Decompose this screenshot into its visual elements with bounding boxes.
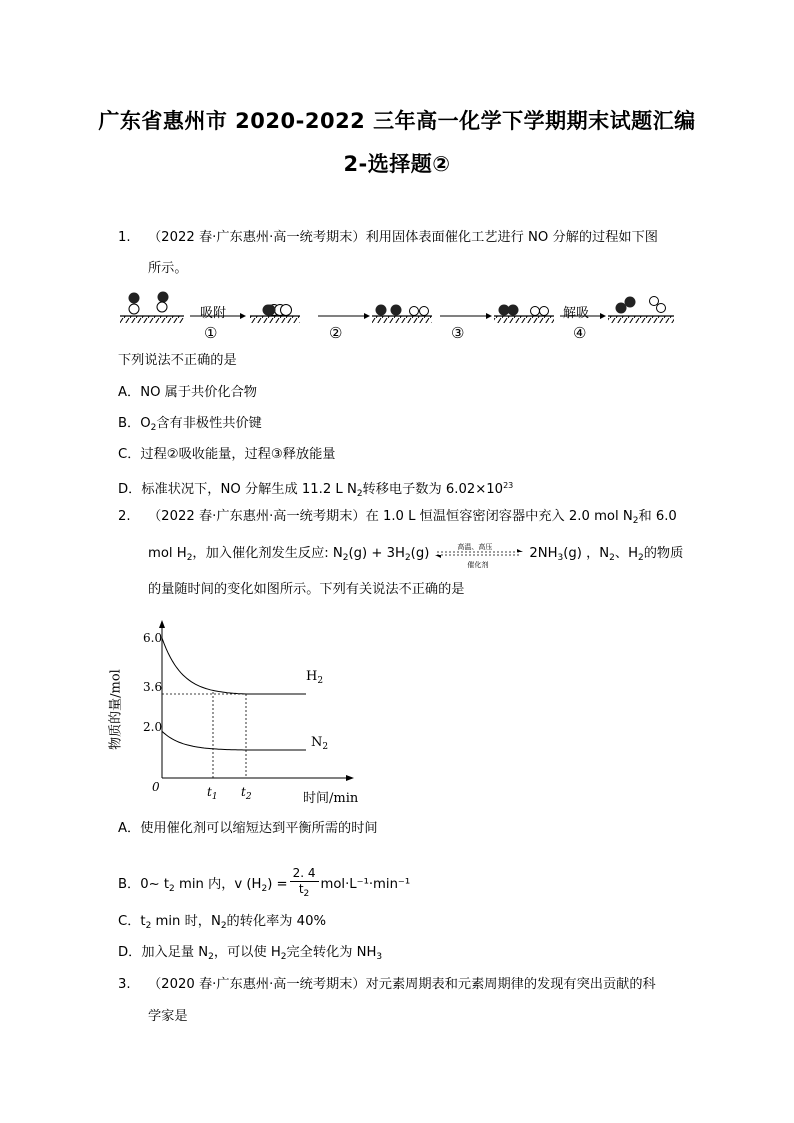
series-label-n2: $N_2$ [311, 735, 329, 752]
q1-stem-line1: （2022 春·广东惠州·高一统考期末）利用固体表面催化工艺进行 NO 分解的过程如下图 [148, 230, 658, 245]
surface-stage-3 [494, 305, 554, 324]
y-axis-label: 物质的量/mol [108, 669, 124, 750]
q1-number: 1. [118, 230, 131, 245]
q3-stem-line2: 学家是 [148, 1009, 188, 1024]
series-label-h2: $H_2$ [306, 669, 324, 686]
q2-stem-line2: mol $H_2$，加入催化剂发生反应: $N_2(g) + 3H_2(g)$ 高温、高压 催化剂 $2NH_3(g)$ ，$N_2$、$H_2$的物质 [148, 544, 683, 567]
step1-label: 吸附 [200, 306, 227, 321]
q2-option-d: D．加入足量 $N_2$，可以使 $H_2$完全转化为 $NH_3$ [118, 945, 383, 962]
step1-number: ① [204, 324, 218, 342]
q2-number: 2. [118, 509, 131, 524]
document-subtitle: 2-选择题② [343, 152, 451, 176]
series-line-n2 [162, 731, 306, 750]
arrow-step2 [318, 313, 370, 319]
origin-label: 0 [152, 780, 160, 794]
x-axis-arrow [346, 775, 354, 781]
q1-option-c: C．过程②吸收能量，过程③释放能量 [118, 447, 336, 462]
equilibrium-arrow [429, 543, 529, 569]
surface-stage-0 [120, 292, 184, 324]
step2-number: ② [329, 324, 343, 342]
arrow-condition-bottom: 催化剂 [467, 561, 489, 569]
y-axis-arrow [159, 620, 165, 628]
arrow-step3 [440, 313, 492, 319]
document-title: 广东省惠州市 2020-2022 三年高一化学下学期期末试题汇编 [98, 109, 696, 133]
q2-stem-line1: （2022 春·广东惠州·高一统考期末）在 1.0 L 恒温恒容密闭容器中充入 2.0 mol $N_2$和 6.0 [148, 509, 677, 526]
q1-question: 下列说法不正确的是 [118, 353, 237, 368]
q1-stem-line2: 所示。 [148, 261, 188, 276]
x-tick-t1: $t_1$ [207, 785, 218, 802]
surface-stage-4 [608, 297, 674, 324]
surface-stage-2 [372, 305, 432, 324]
q1-option-d: D．标准状况下，NO 分解生成 11.2 L $N_2$转移电子数为 $6.02\times 10^{23}$ [118, 481, 514, 499]
q2-stem-line3: 的量随时间的变化如图所示。下列有关说法不正确的是 [148, 582, 465, 597]
series-line-h2 [162, 638, 306, 694]
x-tick-t2: $t_2$ [241, 785, 252, 802]
q2-option-a: A．使用催化剂可以缩短达到平衡所需的时间 [118, 821, 378, 836]
y-tick-3-6: 3.6 [143, 680, 163, 694]
step4-label: 解吸 [563, 306, 590, 321]
arrow-condition-top: 高温、高压 [457, 543, 493, 551]
q1-option-b: B．$O_2$含有非极性共价键 [118, 416, 262, 433]
y-tick-6: 6.0 [143, 631, 163, 645]
x-axis-label: 时间/min [303, 791, 359, 806]
surface-stage-1 [250, 305, 300, 324]
q3-number: 3. [118, 977, 131, 992]
step3-number: ③ [451, 324, 465, 342]
q3-stem-line1: （2020 春·广东惠州·高一统考期末）对元素周期表和元素周期律的发现有突出贡献的科 [148, 977, 656, 992]
step4-number: ④ [573, 324, 587, 342]
q2-option-b: B．0~ $t_2$ min 内，v $(H_2)$ = $\frac{2. 4}{t_2}$ mol·L⁻¹·min⁻¹ [118, 866, 410, 902]
q2-option-c: C．$t_2$ min 时，$N_2$的转化率为 40% [118, 914, 326, 931]
q1-option-a: A．NO 属于共价化合物 [118, 385, 257, 400]
rate-fraction: $\frac{2. 4}{t_2}$ [290, 866, 319, 902]
y-tick-2: 2.0 [143, 720, 163, 734]
